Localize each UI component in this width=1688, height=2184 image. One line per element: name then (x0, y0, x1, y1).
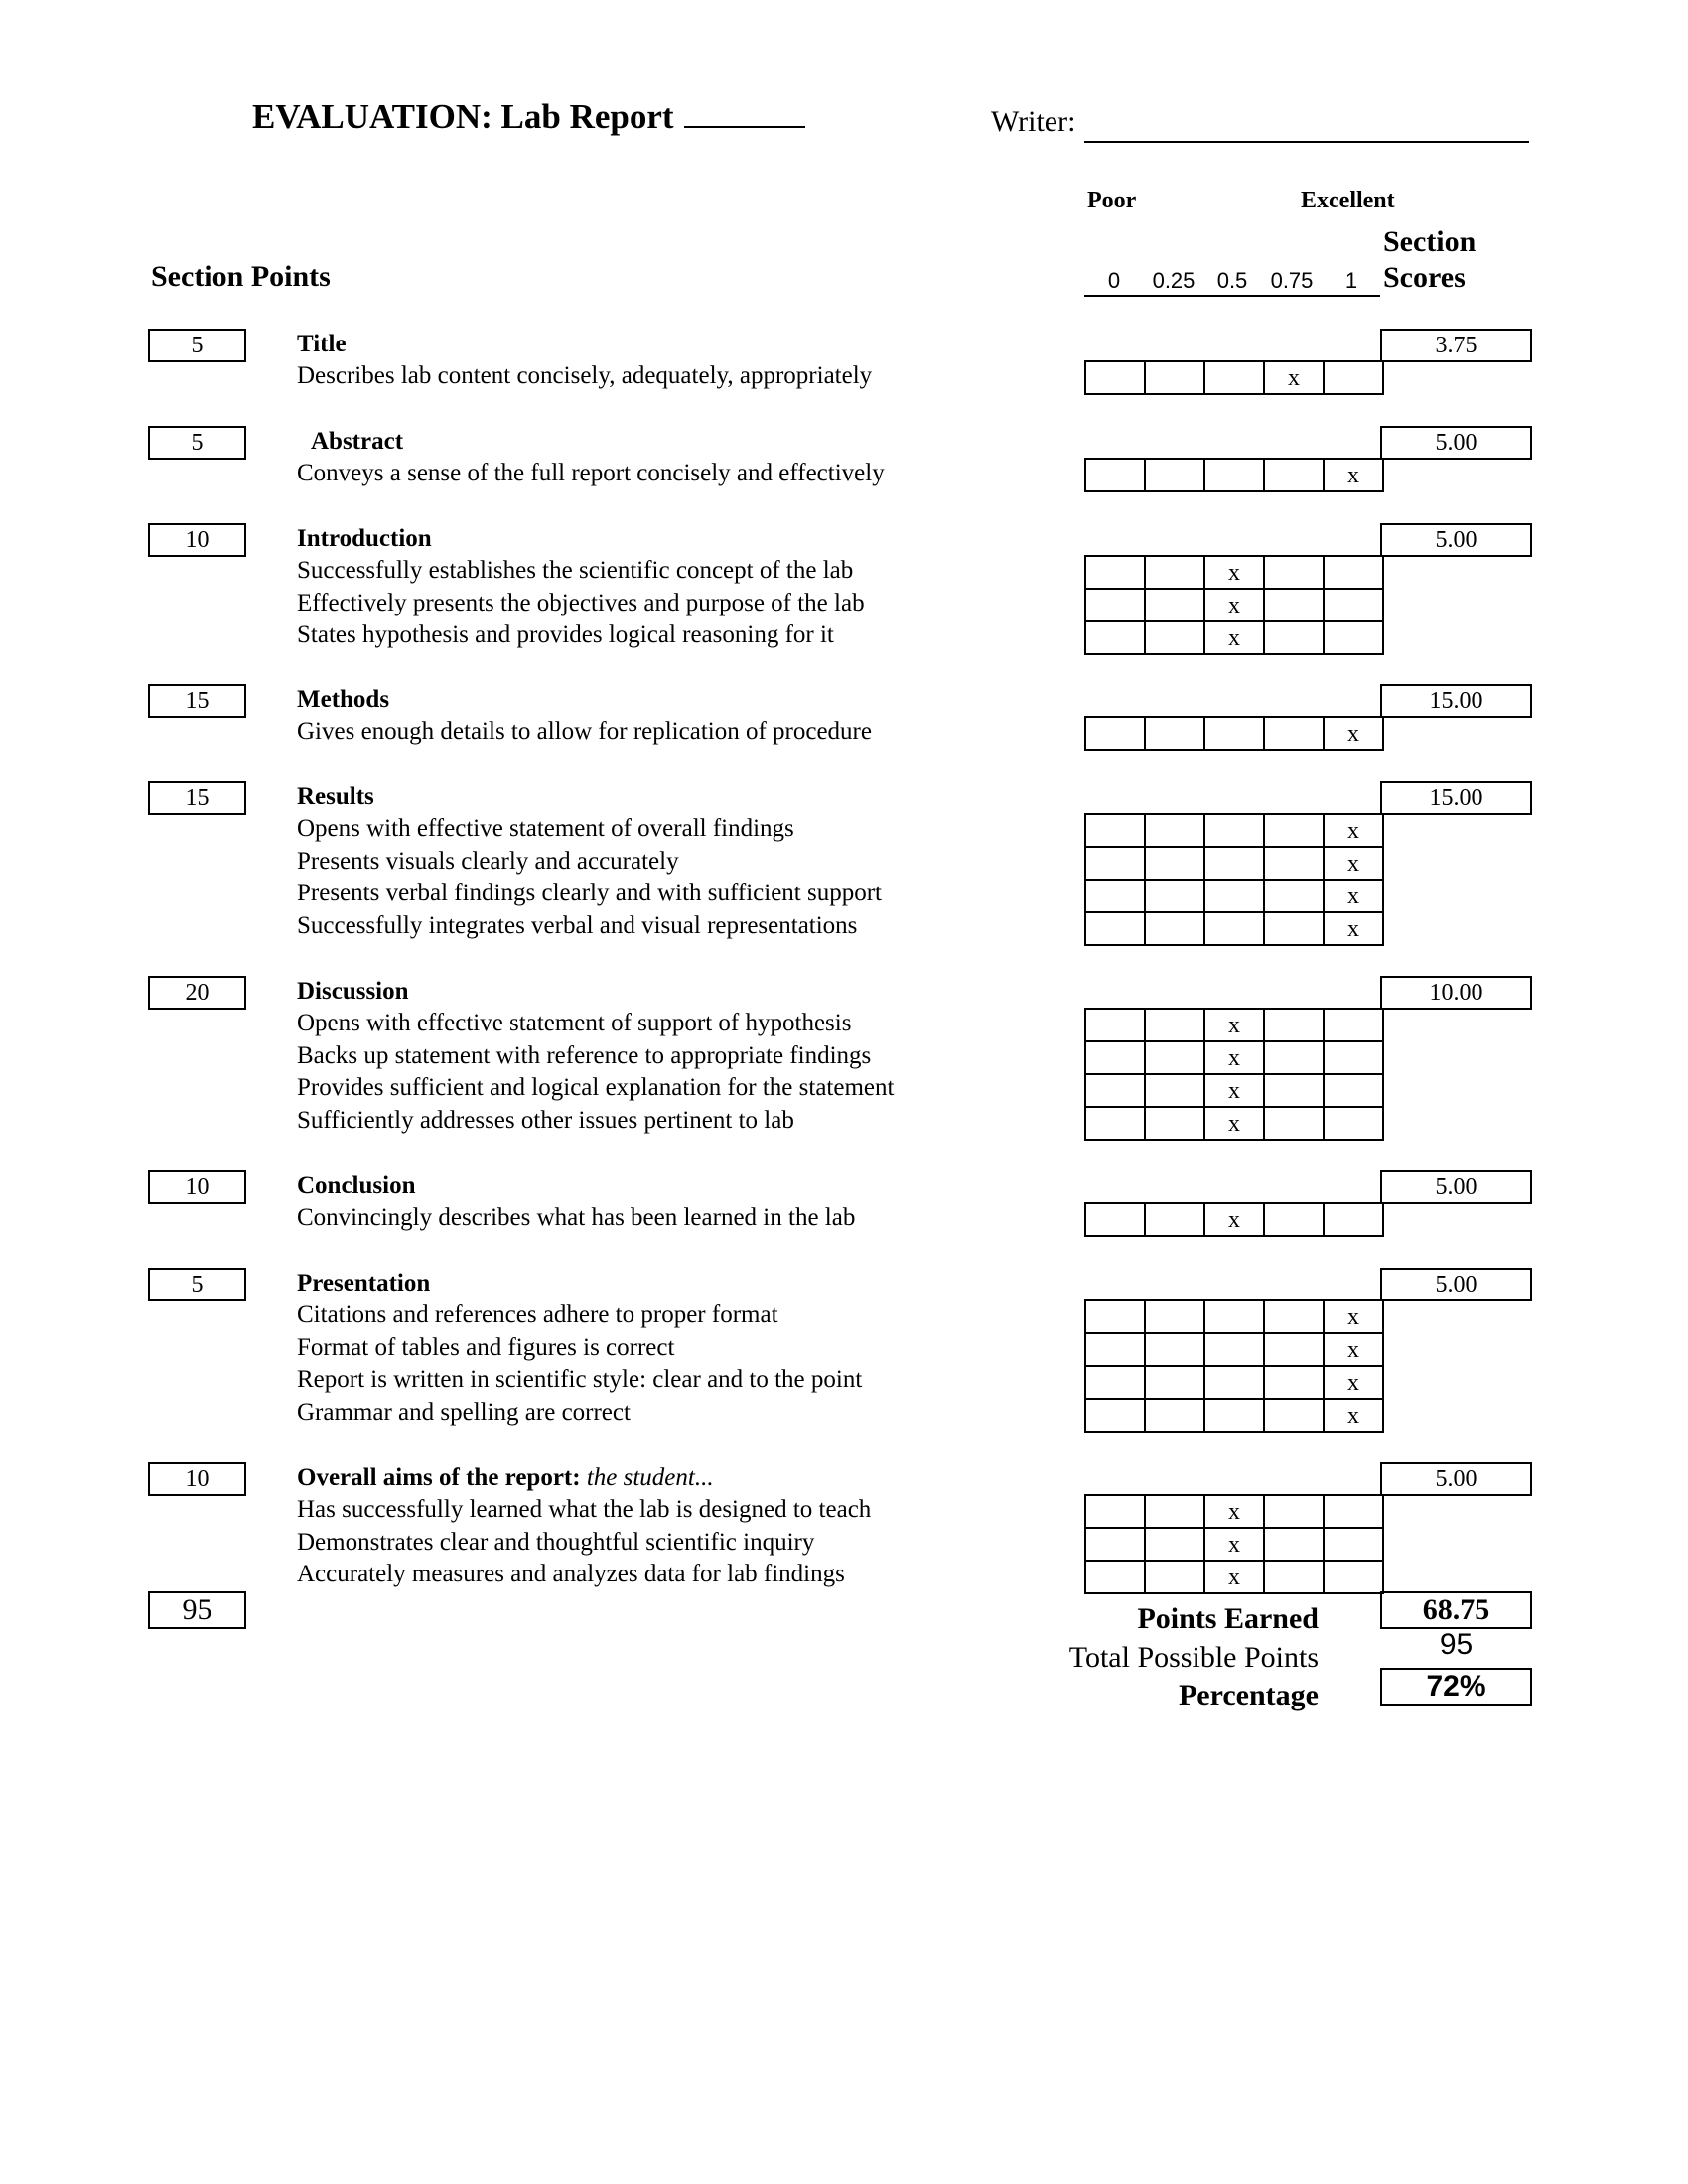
rating-cell[interactable] (1145, 1561, 1204, 1593)
section-points-box: 20 (148, 976, 246, 1010)
writer-label: Writer: (991, 105, 1076, 138)
section-heading-text: Presentation (297, 1270, 431, 1297)
rating-row (1085, 814, 1383, 847)
criterion-text: Convincingly describes what has been learned in the lab (297, 1204, 856, 1231)
rating-cell[interactable] (1085, 847, 1145, 880)
rating-grid (1084, 716, 1384, 751)
rating-cell-checked[interactable]: x (1264, 361, 1324, 394)
section-score-box: 5.00 (1380, 1268, 1532, 1301)
rating-cell[interactable] (1085, 717, 1145, 750)
rating-cell[interactable] (1264, 1009, 1324, 1041)
rating-cell-checked[interactable]: x (1204, 589, 1264, 621)
rating-cell-checked[interactable]: x (1324, 459, 1383, 491)
rating-cell[interactable] (1264, 1561, 1324, 1593)
rating-cell[interactable] (1085, 1495, 1145, 1528)
scale-value-label: 1 (1344, 268, 1358, 293)
criterion-text: Effectively presents the objectives and purpose of the lab (297, 589, 865, 616)
rating-cell[interactable] (1204, 717, 1264, 750)
rating-cell[interactable] (1324, 621, 1383, 654)
rating-cell[interactable] (1145, 1074, 1204, 1107)
rating-cell[interactable] (1204, 361, 1264, 394)
rating-grid (1084, 360, 1384, 395)
section-score-box: 10.00 (1380, 976, 1532, 1010)
rating-row (1085, 1366, 1383, 1399)
rating-grid (1084, 555, 1384, 655)
rating-cell[interactable] (1145, 847, 1204, 880)
rating-cell-checked[interactable]: x (1324, 814, 1383, 847)
points-earned-value: 68.75 (1380, 1591, 1532, 1629)
rating-row (1085, 1528, 1383, 1561)
rating-cell[interactable] (1145, 1009, 1204, 1041)
section-heading-text: Introduction (297, 525, 432, 552)
rating-cell[interactable] (1085, 1203, 1145, 1236)
rating-cell[interactable] (1085, 1528, 1145, 1561)
criterion-text: Presents visuals clearly and accurately (297, 847, 679, 875)
rating-cell[interactable] (1085, 1041, 1145, 1074)
rating-cell[interactable] (1085, 361, 1145, 394)
rating-cell-checked[interactable]: x (1204, 1009, 1264, 1041)
criterion-text: Conveys a sense of the full report concisely and effectively (297, 460, 885, 486)
rating-cell-checked[interactable]: x (1324, 1333, 1383, 1366)
rating-cell[interactable] (1145, 556, 1204, 589)
section-score-box: 5.00 (1380, 1462, 1532, 1496)
rating-cell[interactable] (1085, 556, 1145, 589)
rating-cell[interactable] (1324, 556, 1383, 589)
criterion-text: Successfully establishes the scientific concept of the lab (297, 557, 854, 584)
criterion-text: Sufficiently addresses other issues pertinent to lab (297, 1106, 794, 1134)
section-points-box: 15 (148, 684, 246, 718)
rating-cell[interactable] (1324, 1203, 1383, 1236)
rating-row (1085, 717, 1383, 750)
rating-cell[interactable] (1324, 1107, 1383, 1140)
rating-row (1085, 1399, 1383, 1432)
rating-row (1085, 1009, 1383, 1041)
rating-row (1085, 1495, 1383, 1528)
rating-cell[interactable] (1085, 912, 1145, 945)
rating-cell[interactable] (1145, 361, 1204, 394)
rating-cell-checked[interactable]: x (1204, 556, 1264, 589)
rating-cell[interactable] (1085, 880, 1145, 912)
section-score-box: 15.00 (1380, 684, 1532, 718)
rating-cell[interactable] (1204, 1399, 1264, 1432)
scale-value-label: 0.25 (1152, 268, 1196, 293)
rating-cell[interactable] (1085, 459, 1145, 491)
section-heading (297, 782, 374, 812)
rating-cell-checked[interactable]: x (1324, 1300, 1383, 1333)
rating-cell-checked[interactable]: x (1204, 1107, 1264, 1140)
rating-cell[interactable] (1264, 717, 1324, 750)
rating-cell[interactable] (1204, 1366, 1264, 1399)
total-possible-value: 95 (1439, 1628, 1474, 1661)
rating-cell[interactable] (1145, 1399, 1204, 1432)
rating-cell[interactable] (1085, 1561, 1145, 1593)
scale-value-label: 0.75 (1270, 268, 1314, 293)
rating-row (1085, 556, 1383, 589)
rating-cell[interactable] (1204, 1333, 1264, 1366)
rating-cell[interactable] (1264, 1399, 1324, 1432)
criterion-text: Format of tables and figures is correct (297, 1333, 675, 1361)
rating-cell[interactable] (1085, 1333, 1145, 1366)
section-points-box: 10 (148, 1170, 246, 1204)
lab-number-blank[interactable] (684, 98, 805, 128)
section-points-total: 95 (148, 1591, 246, 1629)
rating-cell-checked[interactable]: x (1324, 880, 1383, 912)
section-heading-text: Conclusion (297, 1172, 416, 1199)
section-score-box: 3.75 (1380, 329, 1532, 362)
poor-label: Poor (1087, 188, 1137, 213)
criterion-text: Opens with effective statement of overall findings (297, 815, 794, 842)
rating-cell[interactable] (1324, 589, 1383, 621)
rating-cell[interactable] (1145, 1300, 1204, 1333)
rating-cell[interactable] (1264, 1203, 1324, 1236)
criterion-text: Backs up statement with reference to appropriate findings (297, 1041, 872, 1069)
rating-row (1085, 1561, 1383, 1593)
rating-cell[interactable] (1145, 1107, 1204, 1140)
rating-row (1085, 1203, 1383, 1236)
section-score-box: 5.00 (1380, 523, 1532, 557)
criterion-text: Accurately measures and analyzes data for lab findings (297, 1561, 845, 1588)
criterion-text: Gives enough details to allow for replication of procedure (297, 718, 872, 745)
criterion-text: Opens with effective statement of support of hypothesis (297, 1010, 852, 1036)
rating-cell[interactable] (1145, 814, 1204, 847)
rating-cell[interactable] (1264, 1366, 1324, 1399)
form-title-text: EVALUATION: Lab Report (252, 97, 674, 136)
rating-cell-checked[interactable]: x (1324, 847, 1383, 880)
rating-cell-checked[interactable]: x (1324, 1399, 1383, 1432)
rating-grid (1084, 813, 1384, 946)
rating-cell[interactable] (1085, 1399, 1145, 1432)
section-heading-text: Abstract (311, 428, 404, 455)
rating-cell[interactable] (1145, 1495, 1204, 1528)
rating-cell-checked[interactable]: x (1204, 1074, 1264, 1107)
rating-cell-checked[interactable]: x (1324, 1366, 1383, 1399)
rating-cell[interactable] (1264, 1107, 1324, 1140)
scale-value-label: 0.5 (1216, 268, 1248, 293)
section-heading (297, 1269, 430, 1298)
section-scores-header (1383, 224, 1476, 296)
criterion-text: Citations and references adhere to proper format (297, 1301, 778, 1328)
section-scores-header-line-2: Scores (1383, 261, 1466, 294)
rating-row (1085, 1074, 1383, 1107)
section-scores-header-line-1: Section (1383, 225, 1477, 258)
section-heading (297, 330, 347, 359)
criterion-text: Report is written in scientific style: clear and to the point (297, 1366, 863, 1394)
rating-row (1085, 912, 1383, 945)
rating-cell-checked[interactable]: x (1204, 621, 1264, 654)
rating-cell[interactable] (1085, 814, 1145, 847)
rating-row (1085, 1300, 1383, 1333)
rating-cell[interactable] (1085, 1300, 1145, 1333)
section-score-box: 15.00 (1380, 781, 1532, 815)
rating-cell[interactable] (1085, 1074, 1145, 1107)
rating-cell[interactable] (1085, 1009, 1145, 1041)
section-heading-text: Results (297, 783, 374, 810)
rating-row (1085, 589, 1383, 621)
rating-cell[interactable] (1264, 1074, 1324, 1107)
scale-underline (1084, 295, 1380, 297)
rating-cell[interactable] (1324, 1074, 1383, 1107)
rating-cell[interactable] (1204, 880, 1264, 912)
rating-cell-checked[interactable]: x (1204, 1203, 1264, 1236)
percentage-label: Percentage (1178, 1679, 1319, 1711)
rating-row (1085, 847, 1383, 880)
total-possible-label: Total Possible Points (1068, 1641, 1319, 1674)
section-points-box: 10 (148, 523, 246, 557)
rating-row (1085, 1107, 1383, 1140)
section-heading (297, 1463, 714, 1493)
rating-row (1085, 361, 1383, 394)
criterion-text: Grammar and spelling are correct (297, 1398, 631, 1426)
rating-cell[interactable] (1264, 814, 1324, 847)
criterion-text: Provides sufficient and logical explanation for the statement (297, 1074, 895, 1102)
rating-cell[interactable] (1204, 847, 1264, 880)
rating-cell[interactable] (1145, 1366, 1204, 1399)
rating-grid (1084, 458, 1384, 492)
section-heading (297, 524, 432, 554)
rating-cell[interactable] (1145, 459, 1204, 491)
criterion-text: Demonstrates clear and thoughtful scientific inquiry (297, 1528, 815, 1556)
rating-cell[interactable] (1085, 1107, 1145, 1140)
rating-cell[interactable] (1085, 1366, 1145, 1399)
rating-cell[interactable] (1204, 912, 1264, 945)
rating-cell-checked[interactable]: x (1204, 1528, 1264, 1561)
section-points-box: 5 (148, 329, 246, 362)
rating-cell[interactable] (1145, 717, 1204, 750)
section-score-box: 5.00 (1380, 426, 1532, 460)
section-heading (297, 685, 389, 715)
section-points-header: Section Points (151, 260, 331, 293)
criterion-text: States hypothesis and provides logical reasoning for it (297, 621, 834, 649)
rating-row (1085, 1333, 1383, 1366)
rating-grid (1084, 1299, 1384, 1433)
excellent-label: Excellent (1301, 188, 1395, 213)
points-earned-label: Points Earned (1137, 1602, 1319, 1635)
rating-cell[interactable] (1264, 1528, 1324, 1561)
rating-cell[interactable] (1264, 1333, 1324, 1366)
rating-cell-checked[interactable]: x (1204, 1495, 1264, 1528)
rating-cell[interactable] (1204, 459, 1264, 491)
rating-grid (1084, 1202, 1384, 1237)
section-heading-subtext: the student... (586, 1464, 714, 1491)
rating-cell[interactable] (1085, 621, 1145, 654)
section-points-box: 15 (148, 781, 246, 815)
rating-cell[interactable] (1145, 1528, 1204, 1561)
rating-cell[interactable] (1145, 589, 1204, 621)
rating-cell-checked[interactable]: x (1204, 1561, 1264, 1593)
rating-cell[interactable] (1264, 880, 1324, 912)
rating-cell[interactable] (1324, 361, 1383, 394)
rating-cell[interactable] (1204, 1300, 1264, 1333)
section-points-box: 5 (148, 1268, 246, 1301)
section-heading-text: Methods (297, 686, 390, 713)
rating-cell-checked[interactable]: x (1204, 1041, 1264, 1074)
rating-row (1085, 880, 1383, 912)
rating-cell[interactable] (1145, 1203, 1204, 1236)
rating-cell[interactable] (1264, 556, 1324, 589)
section-heading (311, 427, 403, 457)
rating-cell[interactable] (1324, 1009, 1383, 1041)
rating-cell-checked[interactable]: x (1324, 912, 1383, 945)
rating-cell[interactable] (1204, 814, 1264, 847)
writer-name-field[interactable] (1084, 141, 1529, 143)
rating-cell[interactable] (1264, 1495, 1324, 1528)
rating-cell[interactable] (1145, 1041, 1204, 1074)
rating-grid (1084, 1494, 1384, 1594)
rating-row (1085, 1041, 1383, 1074)
rating-cell[interactable] (1264, 1041, 1324, 1074)
rating-cell[interactable] (1085, 589, 1145, 621)
criterion-text: Presents verbal findings clearly and with sufficient support (297, 880, 882, 907)
rating-cell[interactable] (1324, 1495, 1383, 1528)
rating-cell[interactable] (1145, 880, 1204, 912)
scale-value-label: 0 (1107, 268, 1121, 293)
section-points-box: 10 (148, 1462, 246, 1496)
rating-cell[interactable] (1324, 1041, 1383, 1074)
rating-cell[interactable] (1264, 1300, 1324, 1333)
rating-row (1085, 621, 1383, 654)
criterion-text: Describes lab content concisely, adequately, appropriately (297, 362, 873, 389)
section-heading-text: Title (297, 331, 347, 357)
rating-cell[interactable] (1264, 847, 1324, 880)
rating-cell[interactable] (1324, 1528, 1383, 1561)
rating-cell[interactable] (1264, 589, 1324, 621)
rating-cell[interactable] (1145, 621, 1204, 654)
section-heading (297, 977, 409, 1007)
rating-cell[interactable] (1264, 621, 1324, 654)
rating-cell[interactable] (1264, 912, 1324, 945)
criterion-text: Has successfully learned what the lab is designed to teach (297, 1496, 872, 1523)
section-points-box: 5 (148, 426, 246, 460)
rating-row (1085, 459, 1383, 491)
rating-cell[interactable] (1264, 459, 1324, 491)
percentage-value: 72% (1380, 1668, 1532, 1706)
section-heading (297, 1171, 415, 1201)
rating-cell[interactable] (1145, 1333, 1204, 1366)
criterion-text: Successfully integrates verbal and visual representations (297, 911, 858, 939)
form-title (252, 97, 805, 137)
section-heading-text: Discussion (297, 978, 409, 1005)
rating-cell-checked[interactable]: x (1324, 717, 1383, 750)
section-score-box: 5.00 (1380, 1170, 1532, 1204)
rating-cell[interactable] (1145, 912, 1204, 945)
rating-cell[interactable] (1324, 1561, 1383, 1593)
rating-grid (1084, 1008, 1384, 1141)
section-heading-text: Overall aims of the report: (297, 1464, 581, 1491)
